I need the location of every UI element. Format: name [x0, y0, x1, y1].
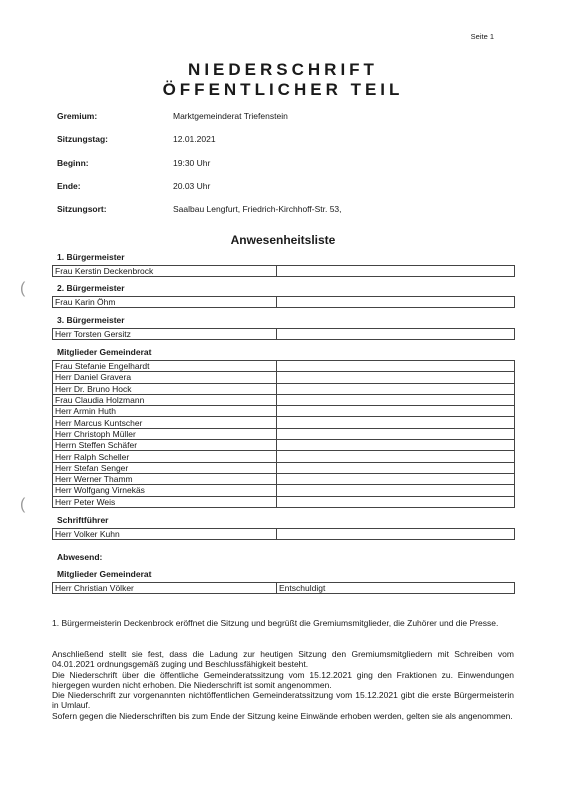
absentee-name: Herr Christian Völker: [53, 583, 277, 594]
page-number: Seite 1: [470, 32, 494, 41]
section-council-members: [52, 347, 514, 508]
attendance-table: [52, 360, 515, 508]
attendance-table: [52, 328, 515, 340]
table-row: [53, 583, 515, 594]
attendee-name: Herr Daniel Gravera: [53, 372, 277, 383]
attendee-note: [277, 473, 515, 484]
table-row: [53, 462, 515, 473]
punch-hole-mark: (: [20, 280, 26, 297]
meta-value: 20.03 Uhr: [173, 180, 211, 191]
attendee-name: Herr Dr. Bruno Hock: [53, 383, 277, 394]
meta-value: 12.01.2021: [173, 134, 216, 145]
attendee-name: Herr Ralph Scheller: [53, 451, 277, 462]
table-row: [53, 529, 515, 540]
table-row: [53, 417, 515, 428]
meta-row-date: [57, 134, 517, 157]
meta-label: Ende:: [57, 180, 81, 191]
table-row: [53, 451, 515, 462]
meta-row-start: [57, 158, 517, 181]
meta-row-end: [57, 181, 517, 204]
attendance-table: [52, 528, 515, 540]
attendee-note: [277, 496, 515, 507]
section-mayor-2: [52, 283, 514, 308]
attendee-name: Herr Werner Thamm: [53, 473, 277, 484]
table-row: [53, 266, 515, 277]
attendee-note: [277, 451, 515, 462]
table-row: [53, 496, 515, 507]
attendee-name: Herr Peter Weis: [53, 496, 277, 507]
section-absent-council: [52, 569, 514, 594]
document-subtitle: ÖFFENTLICHER TEIL: [162, 80, 404, 99]
absence-table: [52, 582, 515, 594]
paragraph-line: Die Niederschrift zur vorgenannten nichtöffentlichen Gemeinderatssitzung vom 15.12.2021 gibt die erste Bürgermeisterin in Umlauf.: [52, 690, 514, 711]
table-row: [53, 329, 515, 340]
section-heading: Schriftführer: [57, 515, 109, 525]
section-heading: 2. Bürgermeister: [57, 283, 125, 293]
attendee-name: Herr Torsten Gersitz: [53, 329, 277, 340]
meta-row-gremium: [57, 111, 517, 134]
table-row: [53, 406, 515, 417]
attendance-table: [52, 265, 515, 277]
attendee-name: Herr Stefan Senger: [53, 462, 277, 473]
attendee-note: [277, 266, 515, 277]
table-row: [53, 485, 515, 496]
attendee-name: Herr Christoph Müller: [53, 428, 277, 439]
attendee-note: [277, 529, 515, 540]
minutes-paragraph: [52, 649, 514, 721]
section-heading: Mitglieder Gemeinderat: [57, 569, 152, 579]
attendee-note: [277, 406, 515, 417]
meta-label: Sitzungstag:: [57, 134, 108, 145]
opening-paragraph: [52, 618, 514, 628]
paragraph-line: Die Niederschrift über die öffentliche Gemeinderatssitzung vom 15.12.2021 ging den Fraktionen zu. Einwendungen hiergegen wurden nicht erhoben. Die Niederschrift ist somit angenommen.: [52, 669, 514, 690]
paragraph-line: Sofern gegen die Niederschriften bis zum Ende der Sitzung keine Einwände erhoben werden, gelten sie als angenommen.: [52, 710, 513, 721]
attendee-name: Frau Stefanie Engelhardt: [53, 361, 277, 372]
table-row: [53, 383, 515, 394]
table-row: [53, 372, 515, 383]
attendee-name: Frau Claudia Holzmann: [53, 394, 277, 405]
meta-row-location: [57, 204, 517, 227]
meta-value: Marktgemeinderat Triefenstein: [173, 111, 288, 121]
paragraph-text: 1. Bürgermeisterin Deckenbrock eröffnet die Sitzung und begrüßt die Gremiumsmitglieder, die Zuhörer und die Presse.: [52, 618, 499, 628]
meta-label: Sitzungsort:: [57, 204, 107, 215]
section-heading: 3. Bürgermeister: [57, 315, 125, 325]
table-row: [53, 440, 515, 451]
attendee-note: [277, 485, 515, 496]
meta-label: Beginn:: [57, 157, 89, 168]
punch-hole-mark: (: [20, 496, 26, 513]
attendee-note: [277, 361, 515, 372]
section-mayor-1: [52, 252, 514, 277]
attendee-note: [277, 297, 515, 308]
attendee-name: Herr Marcus Kuntscher: [53, 417, 277, 428]
section-heading: Mitglieder Gemeinderat: [57, 347, 152, 357]
section-mayor-3: [52, 315, 514, 340]
section-heading: 1. Bürgermeister: [57, 252, 125, 262]
paragraph-line: Anschließend stellt sie fest, dass die Ladung zur heutigen Sitzung den Gremiumsmitgliedern mit Schreiben vom 04.01.2021 ordnungsgemäß zuging und Beschlussfähigkeit besteht.: [52, 649, 514, 670]
attendee-note: [277, 462, 515, 473]
attendee-name: Frau Karin Öhm: [53, 297, 277, 308]
attendee-name: Herr Volker Kuhn: [53, 529, 277, 540]
attendee-note: [277, 329, 515, 340]
attendee-name: Herrn Steffen Schäfer: [53, 440, 277, 451]
table-row: [53, 428, 515, 439]
section-recorder: [52, 515, 514, 540]
meta-value: Saalbau Lengfurt, Friedrich-Kirchhoff-Str. 53,: [173, 204, 342, 215]
attendee-name: Herr Armin Huth: [53, 406, 277, 417]
meta-label: Gremium:: [57, 111, 98, 121]
attendee-name: Frau Kerstin Deckenbrock: [53, 266, 277, 277]
table-row: [53, 297, 515, 308]
absent-heading: Abwesend:: [57, 552, 103, 562]
table-row: [53, 361, 515, 372]
attendee-note: [277, 428, 515, 439]
attendee-note: [277, 383, 515, 394]
meta-value: 19:30 Uhr: [173, 157, 211, 168]
document-title: NIEDERSCHRIFT: [188, 60, 378, 79]
table-row: [53, 473, 515, 484]
attendance-table: [52, 296, 515, 308]
table-row: [53, 394, 515, 405]
attendance-title: Anwesenheitsliste: [230, 233, 336, 247]
attendee-note: [277, 417, 515, 428]
attendee-name: Herr Wolfgang Virnekäs: [53, 485, 277, 496]
attendee-note: [277, 372, 515, 383]
meeting-info: [57, 111, 517, 227]
absence-reason: Entschuldigt: [277, 583, 515, 594]
attendee-note: [277, 440, 515, 451]
attendee-note: [277, 394, 515, 405]
